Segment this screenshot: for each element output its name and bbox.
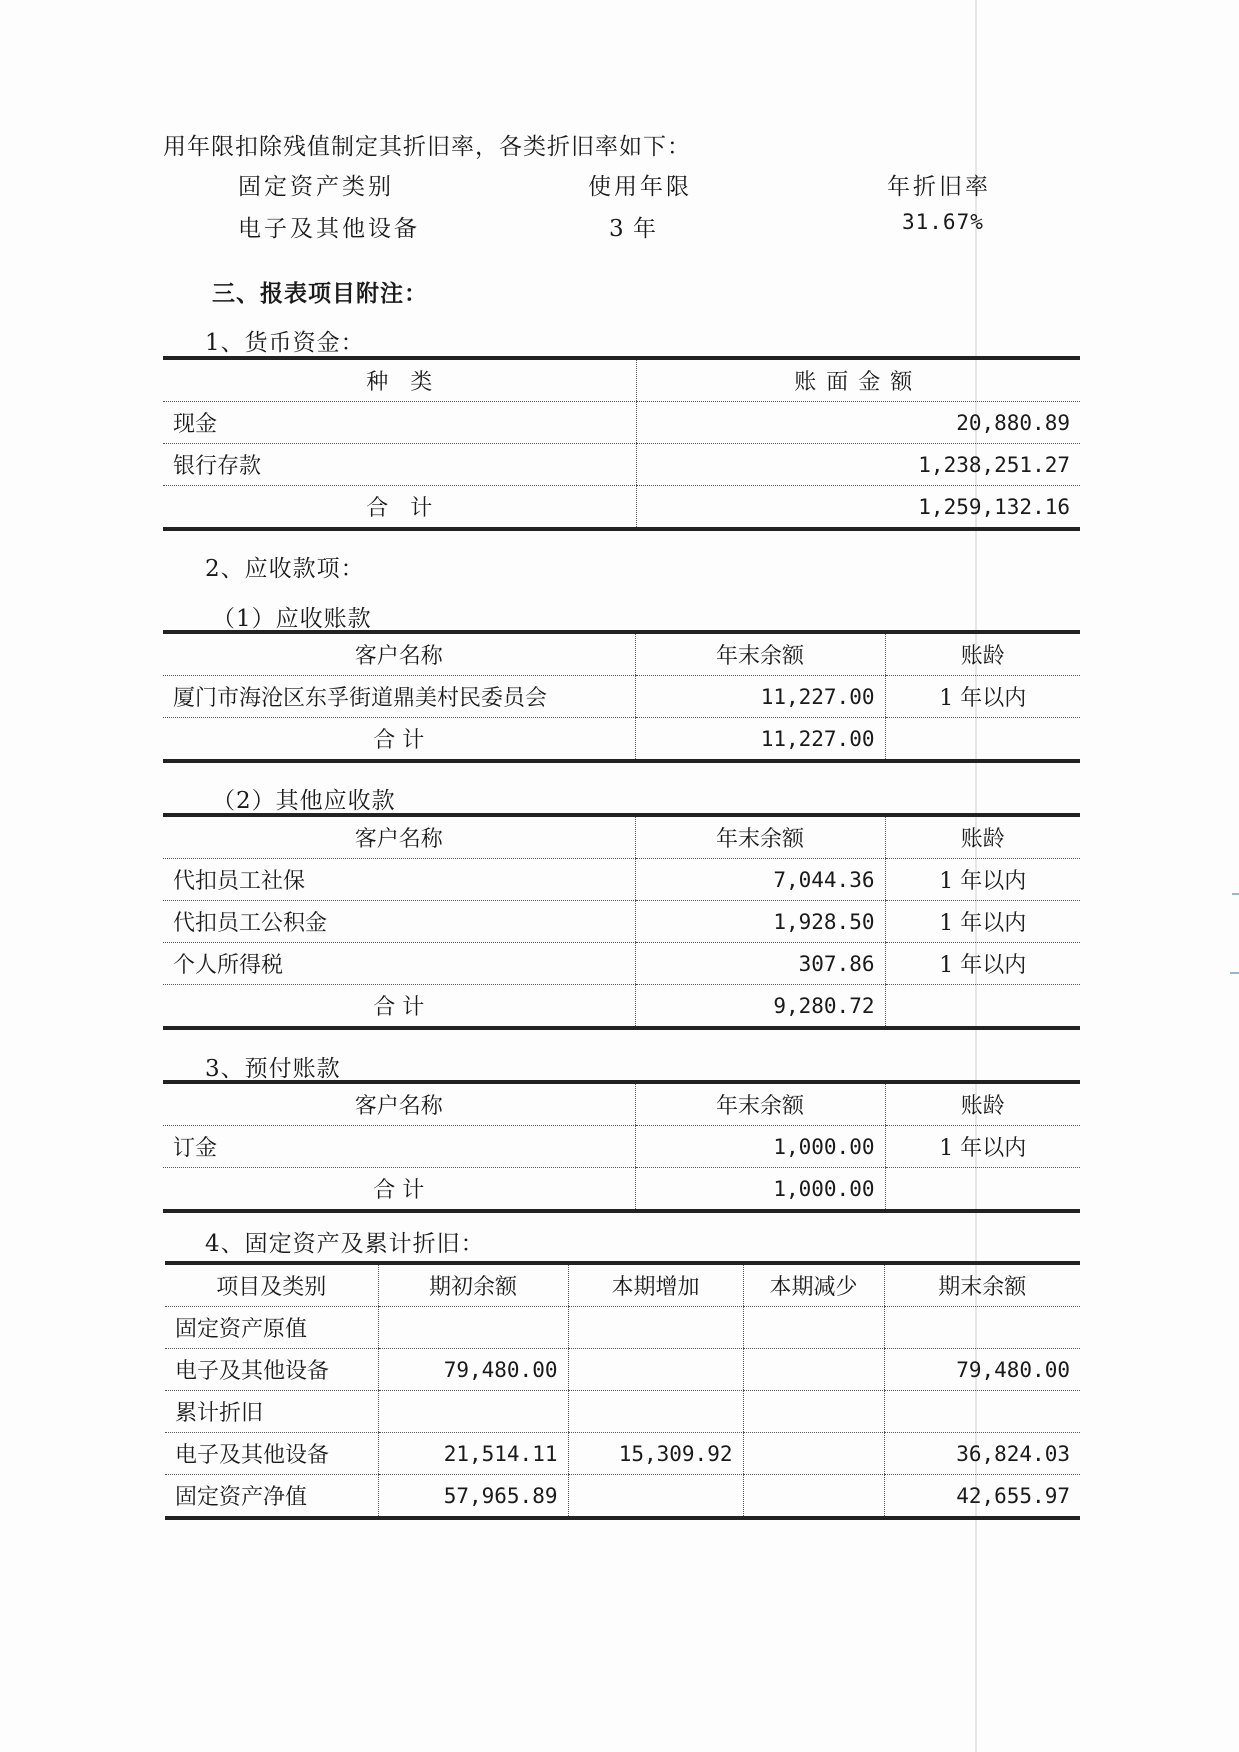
header-cell: 客户名称 [163, 632, 635, 676]
increase [568, 1307, 743, 1349]
year-end-balance: 11,227.00 [635, 676, 885, 718]
total-aging [885, 718, 1080, 762]
year-end-balance: 7,044.36 [635, 859, 885, 901]
increase [568, 1349, 743, 1391]
customer-name: 订金 [163, 1126, 635, 1168]
header-cell: 客户名称 [163, 815, 635, 859]
section-title: 三、报表项目附注： [212, 280, 428, 307]
item-label: 累计折旧 [165, 1391, 378, 1433]
scan-artifact-mark [1230, 972, 1239, 974]
table-total-row [163, 1168, 1080, 1212]
header-cell: 年末余额 [635, 1082, 885, 1126]
rate-header-category: 固定资产类别 [238, 174, 394, 200]
decrease [743, 1475, 884, 1519]
decrease [743, 1349, 884, 1391]
opening-balance [378, 1391, 568, 1433]
aging: 1 年以内 [885, 901, 1080, 943]
item-label: 电子及其他设备 [165, 1349, 378, 1391]
increase [568, 1391, 743, 1433]
opening-balance [378, 1307, 568, 1349]
item-label: 固定资产净值 [165, 1475, 378, 1519]
header-cell: 期末余额 [884, 1263, 1080, 1307]
header-cell: 项目及类别 [165, 1263, 378, 1307]
closing-balance [884, 1391, 1080, 1433]
total-label: 合 计 [163, 486, 636, 530]
other-receivables-table [163, 813, 1080, 1030]
increase [568, 1475, 743, 1519]
table-row [165, 1307, 1080, 1349]
cash-table [163, 356, 1080, 531]
header-cell: 账面金额 [636, 358, 1080, 402]
closing-balance [884, 1307, 1080, 1349]
prepayments-title: 3、预付账款 [205, 1056, 341, 1082]
closing-balance: 36,824.03 [884, 1433, 1080, 1475]
cash-label: 现金 [163, 402, 636, 444]
table-total-row [163, 718, 1080, 762]
header-cell: 期初余额 [378, 1263, 568, 1307]
table-header-row [163, 815, 1080, 859]
table-total-row [163, 486, 1080, 530]
header-cell: 年末余额 [635, 815, 885, 859]
table-header-row [163, 632, 1080, 676]
depreciation-intro-text: 用年限扣除残值制定其折旧率，各类折旧率如下： [163, 134, 691, 160]
total-balance: 1,000.00 [635, 1168, 885, 1212]
rate-row-useful-life: 3 年 [609, 216, 657, 242]
year-end-balance: 307.86 [635, 943, 885, 985]
aging: 1 年以内 [885, 943, 1080, 985]
scan-artifact-mark [1232, 893, 1239, 895]
opening-balance: 57,965.89 [378, 1475, 568, 1519]
table-row [163, 402, 1080, 444]
total-balance: 9,280.72 [635, 985, 885, 1029]
fixed-assets-title: 4、固定资产及累计折旧： [205, 1231, 485, 1257]
accounts-receivable-table [163, 630, 1080, 763]
opening-balance: 79,480.00 [378, 1349, 568, 1391]
total-amount: 1,259,132.16 [636, 486, 1080, 530]
aging: 1 年以内 [885, 1126, 1080, 1168]
decrease [743, 1391, 884, 1433]
year-end-balance: 1,928.50 [635, 901, 885, 943]
table-row [163, 901, 1080, 943]
header-cell: 本期减少 [743, 1263, 884, 1307]
header-cell: 账龄 [885, 632, 1080, 676]
table-row [165, 1349, 1080, 1391]
customer-name: 代扣员工公积金 [163, 901, 635, 943]
total-label: 合 计 [163, 718, 635, 762]
year-end-balance: 1,000.00 [635, 1126, 885, 1168]
rate-header-useful-life: 使用年限 [588, 174, 692, 200]
table-row [165, 1475, 1080, 1519]
table-row [163, 1126, 1080, 1168]
total-label: 合 计 [163, 1168, 635, 1212]
cash-label: 银行存款 [163, 444, 636, 486]
rate-row-category: 电子及其他设备 [238, 216, 420, 242]
aging: 1 年以内 [885, 859, 1080, 901]
fixed-assets-table [165, 1261, 1080, 1520]
decrease [743, 1433, 884, 1475]
total-aging [885, 985, 1080, 1029]
header-cell: 账龄 [885, 815, 1080, 859]
rate-header-annual-rate: 年折旧率 [887, 174, 991, 200]
increase: 15,309.92 [568, 1433, 743, 1475]
accounts-receivable-title: （1）应收账款 [212, 606, 372, 632]
aging: 1 年以内 [885, 676, 1080, 718]
table-row [165, 1391, 1080, 1433]
table-total-row [163, 985, 1080, 1029]
cash-amount: 1,238,251.27 [636, 444, 1080, 486]
table-row [163, 943, 1080, 985]
prepayments-table [163, 1080, 1080, 1213]
decrease [743, 1307, 884, 1349]
total-balance: 11,227.00 [635, 718, 885, 762]
table-row [163, 676, 1080, 718]
opening-balance: 21,514.11 [378, 1433, 568, 1475]
total-aging [885, 1168, 1080, 1212]
header-cell: 年末余额 [635, 632, 885, 676]
closing-balance: 42,655.97 [884, 1475, 1080, 1519]
customer-name: 厦门市海沧区东孚街道鼎美村民委员会 [163, 676, 635, 718]
cash-amount: 20,880.89 [636, 402, 1080, 444]
other-receivables-title: （2）其他应收款 [212, 788, 396, 814]
cash-title: 1、货币资金： [205, 330, 365, 356]
table-header-row [163, 1082, 1080, 1126]
customer-name: 代扣员工社保 [163, 859, 635, 901]
rate-row-annual-rate: 31.67% [902, 210, 984, 234]
item-label: 电子及其他设备 [165, 1433, 378, 1475]
customer-name: 个人所得税 [163, 943, 635, 985]
table-header-row [163, 358, 1080, 402]
receivables-title: 2、应收款项： [205, 556, 365, 582]
item-label: 固定资产原值 [165, 1307, 378, 1349]
header-cell: 账龄 [885, 1082, 1080, 1126]
header-cell: 种 类 [163, 358, 636, 402]
table-row [163, 859, 1080, 901]
header-cell: 客户名称 [163, 1082, 635, 1126]
table-row [165, 1433, 1080, 1475]
table-header-row [165, 1263, 1080, 1307]
total-label: 合 计 [163, 985, 635, 1029]
closing-balance: 79,480.00 [884, 1349, 1080, 1391]
header-cell: 本期增加 [568, 1263, 743, 1307]
table-row [163, 444, 1080, 486]
